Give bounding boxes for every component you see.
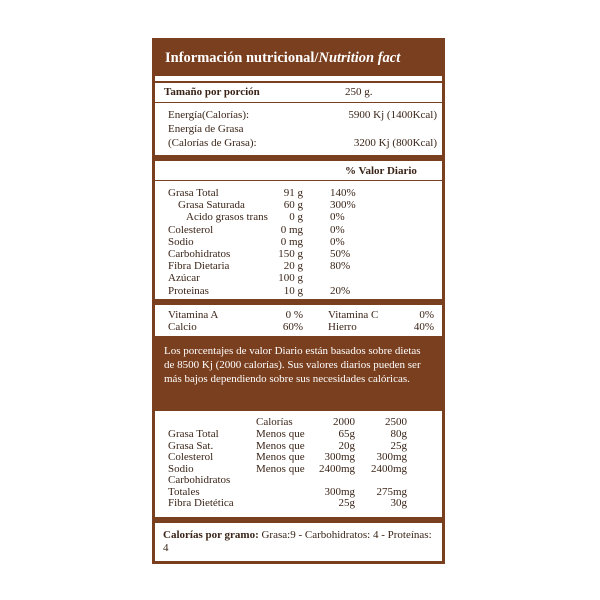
daily-row-name: Sodio [168, 462, 194, 475]
nutrient-amount: 20 g [283, 260, 303, 273]
daily-row-2000: 25g [338, 497, 355, 509]
daily-header-2500: 2500 [385, 416, 407, 428]
daily-header-label: Calorías [256, 416, 293, 428]
daily-row-2500: 80g [390, 428, 407, 440]
divider [155, 102, 442, 103]
daily-row-2000: 300mg [324, 485, 355, 498]
nutrient-name: Azúcar [168, 272, 200, 285]
vitamin-pct: 0 % [285, 309, 303, 321]
nutrient-amount: 91 g [283, 187, 303, 199]
daily-row-condition: Menos que [256, 428, 305, 440]
vitamin-name: Hierro [328, 321, 357, 333]
nutrient-dv-pct: 50% [330, 248, 351, 260]
vitamin-pct: 40% [413, 321, 434, 333]
nutrient-name: Proteinas [168, 284, 209, 297]
nutrient-dv-pct: 0% [330, 223, 345, 236]
nutrient-amount: 150 g [278, 248, 303, 260]
nutrient-dv-pct: 0% [330, 211, 345, 224]
daily-row-condition: Menos que [256, 439, 305, 452]
title-main: Información nutricional/ [165, 50, 319, 66]
daily-row-condition: Menos que [256, 451, 305, 463]
nutrient-dv-pct: 0% [330, 235, 345, 248]
daily-row-2000: 2400mg [318, 462, 355, 475]
daily-row-2500: 2400mg [370, 462, 407, 475]
nutrient-name: Fibra Dietaria [168, 260, 230, 273]
energy-fat-label-2: (Calorías de Grasa): [168, 137, 257, 149]
label-title [155, 41, 442, 76]
daily-row-2500: 30g [390, 497, 407, 509]
nutrient-amount: 0 g [289, 211, 303, 224]
nutrient-name: Carbohidratos [168, 248, 231, 260]
energy-kcal-value: 5900 Kj (1400Kcal) [348, 109, 437, 121]
nutrient-amount: 0 mg [280, 223, 303, 236]
daily-value-note: Los porcentajes de valor Diario están basados sobre dietas de 8500 Kj (2000 calorías). Sus valores diarios pueden ser más bajos dependiendo sobre sus necesidades calóricas. [155, 336, 442, 411]
daily-row-2500: 300mg [376, 451, 407, 463]
nutrient-name: Grasa Saturada [178, 199, 245, 212]
energy-kcal-label: Energía(Calorías): [168, 109, 250, 121]
vitamin-name: Calcio [168, 321, 197, 333]
daily-header-2000: 2000 [333, 416, 355, 428]
serving-value: 250 g. [345, 86, 373, 98]
divider [155, 180, 442, 181]
nutrient-amount: 10 g [283, 284, 303, 297]
nutrient-dv-pct: 300% [330, 199, 356, 212]
daily-row-2000: 300mg [324, 451, 355, 463]
nutrient-dv-pct: 20% [330, 284, 351, 297]
daily-row-name: Carbohidratos [168, 474, 231, 486]
vitamin-name: Vitamina A [168, 309, 219, 321]
footer-bold: Calorías por gramo: [163, 529, 259, 541]
serving-label: Tamaño por porción [164, 86, 260, 98]
nutrient-dv-pct: 80% [330, 260, 351, 273]
nutrient-name: Acido grasos trans [186, 211, 268, 224]
daily-row-name: Fibra Dietética [168, 497, 234, 509]
daily-row-name: Grasa Total [168, 428, 219, 440]
title-italic: Nutrition fact [318, 50, 401, 66]
daily-row-name: Colesterol [168, 451, 214, 463]
calories-per-gram [163, 529, 435, 555]
energy-fat-value: 3200 Kj (800Kcal) [353, 137, 437, 149]
vitamin-pct: 0% [419, 309, 434, 321]
daily-row-2000: 65g [338, 428, 355, 440]
footer-text: Grasa:9 - Carbohidratos: 4 - Proteínas: 4 [163, 529, 432, 554]
dv-header: % Valor Diario [345, 165, 417, 177]
daily-row-2000: 20g [338, 439, 355, 452]
nutrient-amount: 0 mg [280, 235, 303, 248]
nutrient-amount: 100 g [278, 272, 303, 285]
nutrient-amount: 60 g [283, 199, 303, 212]
daily-row-condition: Menos que [256, 462, 305, 475]
daily-row-name: Grasa Sat. [168, 439, 214, 452]
energy-fat-label-1: Energía de Grasa [168, 123, 244, 135]
daily-row-2500: 25g [390, 439, 407, 452]
divider [155, 81, 442, 83]
daily-row-name: Totales [168, 485, 200, 498]
nutrient-dv-pct: 140% [330, 187, 356, 199]
nutrient-name: Sodio [168, 235, 194, 248]
nutrition-label [152, 38, 445, 564]
vitamin-pct: 60% [282, 321, 303, 333]
nutrient-name: Colesterol [168, 223, 214, 236]
thick-divider [155, 517, 442, 523]
vitamin-name: Vitamina C [328, 309, 379, 321]
nutrient-name: Grasa Total [168, 187, 219, 199]
daily-row-2500: 275mg [376, 485, 407, 498]
thick-divider [155, 155, 442, 161]
thick-divider [155, 299, 442, 305]
